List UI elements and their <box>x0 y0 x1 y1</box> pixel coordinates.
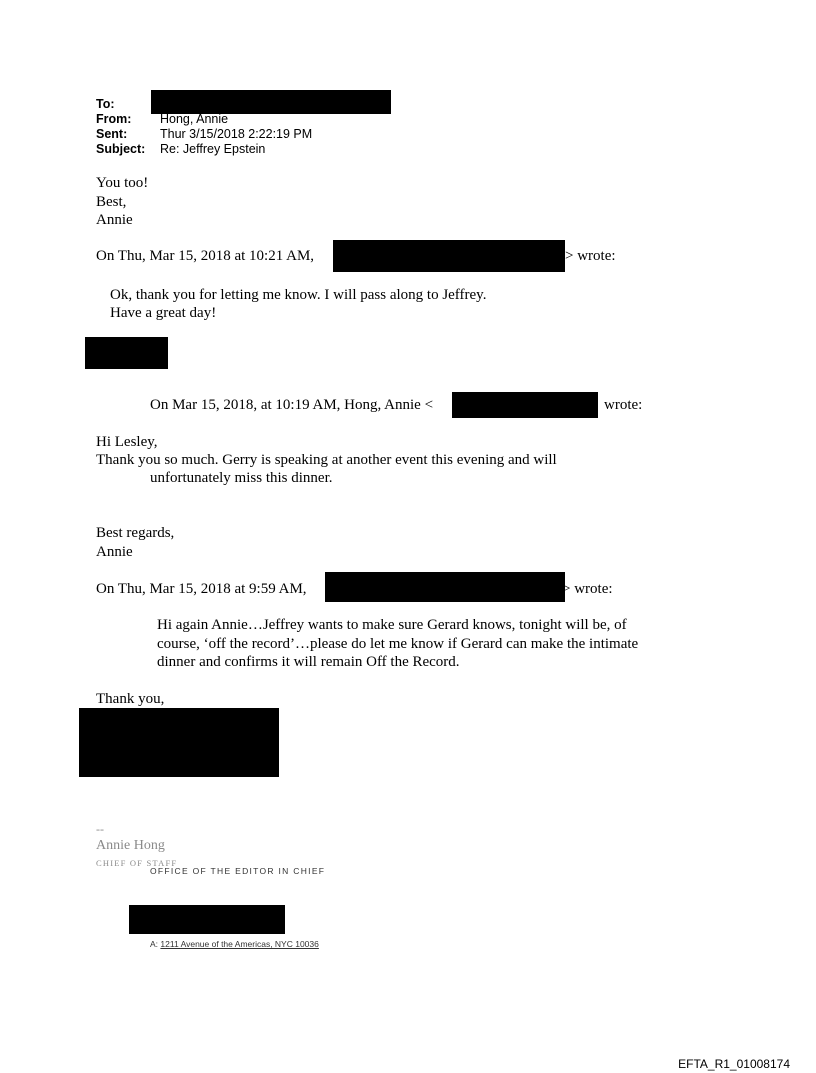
redaction-quote1-sender <box>333 240 565 272</box>
signature-address-row <box>150 939 319 949</box>
redaction-sender-signature <box>79 708 279 777</box>
signature-office: OFFICE OF THE EDITOR IN CHIEF <box>150 866 326 876</box>
redaction-quote3-sender <box>325 572 565 602</box>
redaction-quote2-email <box>452 392 598 418</box>
quote1-intro-suffix: > wrote: <box>565 248 616 264</box>
quote3-thanks: Thank you, <box>96 691 165 707</box>
redaction-signature-contact <box>129 905 285 934</box>
quote2-closing-1: Best regards, <box>96 525 175 541</box>
address-label: A: <box>150 939 159 949</box>
subject-row <box>96 142 265 157</box>
from-value: Hong, Annie <box>160 112 229 126</box>
quote3-body-2: course, ‘off the record’…please do let me know if Gerard can make the intimate <box>157 636 639 652</box>
to-label: To: <box>96 97 115 111</box>
quote1-body-2: Have a great day! <box>110 305 217 321</box>
quote3-body-3: dinner and confirms it will remain Off the Record. <box>157 654 460 670</box>
redaction-to <box>151 90 391 114</box>
signature-title: CHIEF OF STAFF <box>96 858 178 868</box>
quote3-intro-prefix: On Thu, Mar 15, 2018 at 9:59 AM, <box>96 581 307 597</box>
reply-line-2: Best, <box>96 194 127 210</box>
signature-name: Annie Hong <box>96 838 165 853</box>
quote2-closing-2: Annie <box>96 544 133 560</box>
document-id: EFTA_R1_01008174 <box>678 1057 790 1071</box>
sent-label: Sent: <box>96 127 128 141</box>
quote2-intro-prefix: On Mar 15, 2018, at 10:19 AM, Hong, Annie < <box>150 397 434 413</box>
quote3-intro-suffix: > wrote: <box>562 581 613 597</box>
quote1-body-1: Ok, thank you for letting me know. I will pass along to Jeffrey. <box>110 287 487 303</box>
quote2-greeting: Hi Lesley, <box>96 434 158 450</box>
from-label: From: <box>96 112 132 126</box>
sent-value: Thur 3/15/2018 2:22:19 PM <box>160 127 313 141</box>
reply-line-3: Annie <box>96 212 133 228</box>
sent-row <box>96 127 312 142</box>
quote3-body-1: Hi again Annie…Jeffrey wants to make sure Gerard knows, tonight will be, of <box>157 617 627 633</box>
quote1-intro-prefix: On Thu, Mar 15, 2018 at 10:21 AM, <box>96 248 315 264</box>
subject-value: Re: Jeffrey Epstein <box>160 142 266 156</box>
address-link[interactable]: 1211 Avenue of the Americas, NYC 10036 <box>160 939 319 949</box>
subject-label: Subject: <box>96 142 146 156</box>
redaction-block-1 <box>85 337 168 369</box>
signature-separator: -- <box>96 822 104 836</box>
quote2-body-1: Thank you so much. Gerry is speaking at another event this evening and will <box>96 452 557 468</box>
quote2-body-2: unfortunately miss this dinner. <box>150 470 333 486</box>
reply-line-1: You too! <box>96 175 149 191</box>
quote2-intro-suffix: wrote: <box>604 397 643 413</box>
from-row <box>96 112 228 127</box>
